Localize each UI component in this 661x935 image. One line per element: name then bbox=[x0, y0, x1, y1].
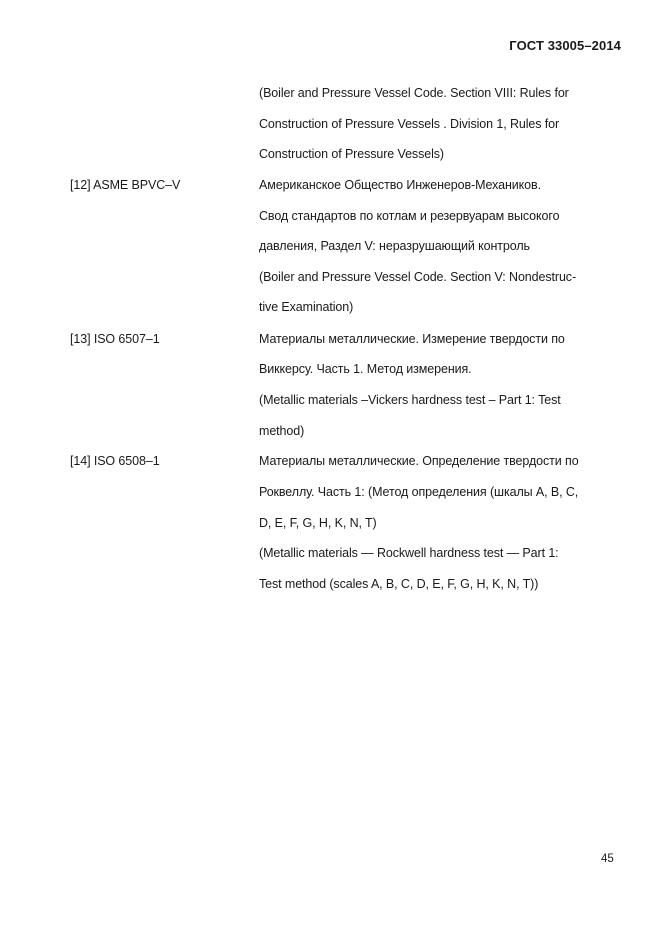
reference-text-line: Свод стандартов по котлам и резервуарам высокого bbox=[259, 209, 560, 223]
reference-text-line: Материалы металлические. Определение твердости по bbox=[259, 454, 579, 468]
reference-text-line: (Metallic materials –Vickers hardness test – Part 1: Test bbox=[259, 393, 561, 407]
page-header: ГОСТ 33005–2014 bbox=[509, 38, 621, 53]
reference-text-line: давления, Раздел V: неразрушающий контроль bbox=[259, 239, 530, 253]
reference-text-line: Construction of Pressure Vessels) bbox=[259, 147, 444, 161]
reference-text-line: Виккерсу. Часть 1. Метод измерения. bbox=[259, 362, 472, 376]
reference-text-line: method) bbox=[259, 424, 305, 438]
reference-text-line: (Boiler and Pressure Vessel Code. Section VIII: Rules for bbox=[259, 86, 569, 100]
reference-text-line: (Metallic materials — Rockwell hardness test — Part 1: bbox=[259, 546, 559, 560]
reference-label: [14] ISO 6508–1 bbox=[70, 454, 160, 468]
reference-text-line: Роквеллу. Часть 1: (Метод определения (шкалы A, B, C, bbox=[259, 485, 579, 499]
reference-text-line: Материалы металлические. Измерение твердости по bbox=[259, 332, 565, 346]
reference-text-line: Construction of Pressure Vessels . Division 1, Rules for bbox=[259, 117, 560, 131]
reference-text-line: D, E, F, G, H, K, N, T) bbox=[259, 516, 377, 530]
reference-text-line: tive Examination) bbox=[259, 300, 354, 314]
reference-text-line: (Boiler and Pressure Vessel Code. Section V: Nondestruc- bbox=[259, 270, 577, 284]
reference-label: [13] ISO 6507–1 bbox=[70, 332, 160, 346]
page-number: 45 bbox=[601, 853, 614, 865]
reference-label: [12] ASME BPVC–V bbox=[70, 178, 181, 192]
reference-text-line: Американское Общество Инженеров-Механиков. bbox=[259, 178, 541, 192]
reference-text-line: Test method (scales A, B, C, D, E, F, G, H, K, N, T)) bbox=[259, 577, 539, 591]
